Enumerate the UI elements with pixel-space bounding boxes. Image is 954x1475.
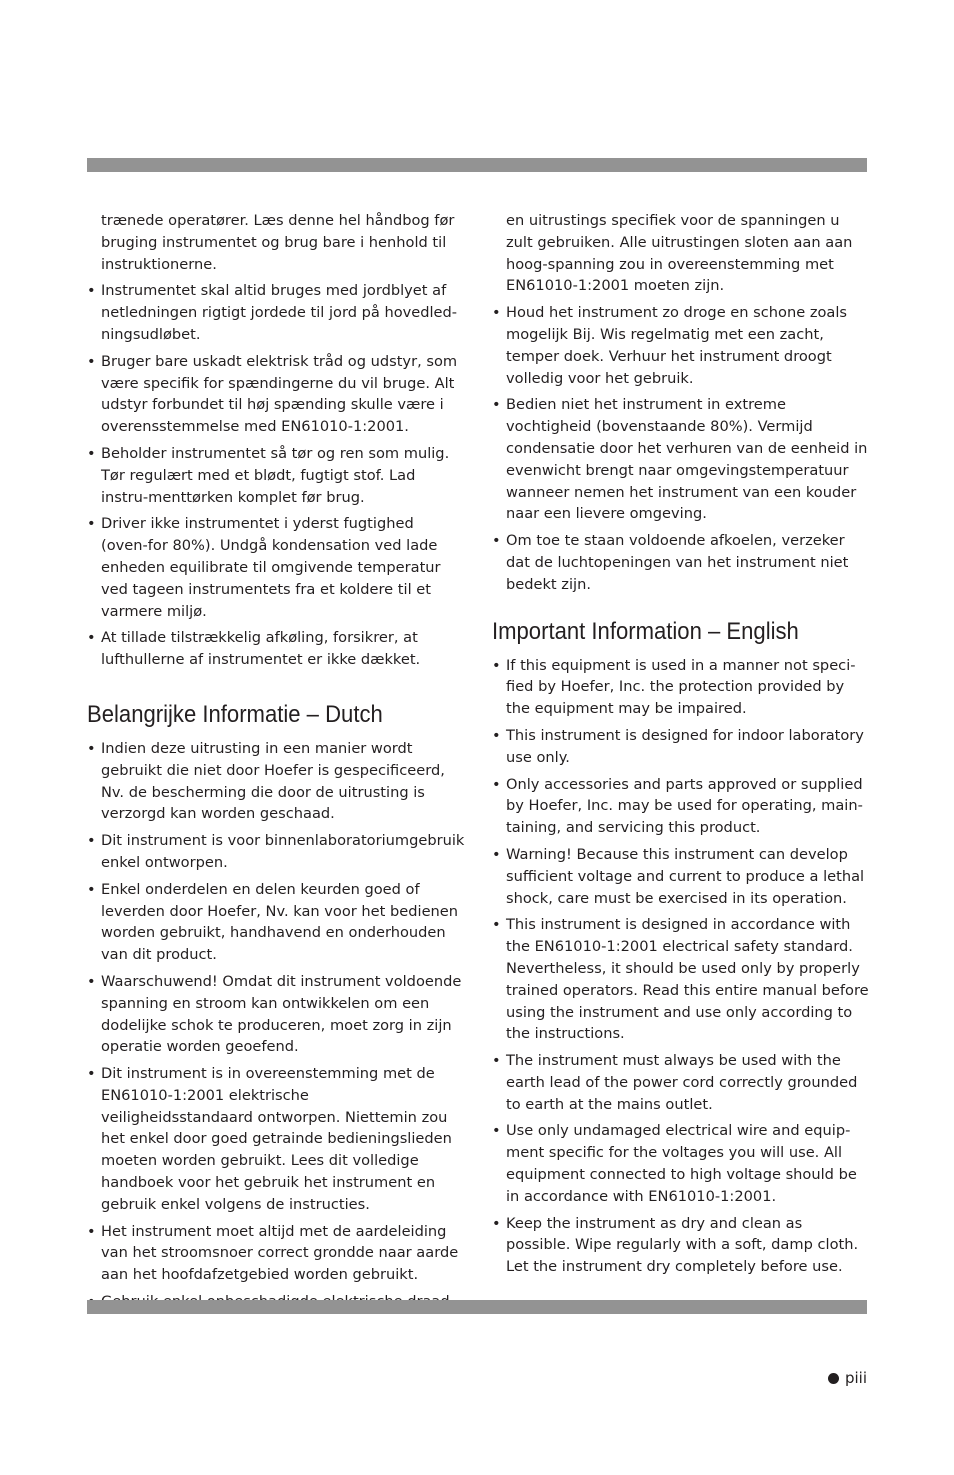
- list-item: • Instrumentet skal altid bruges med jordblyet af netledningen rigtigt jordede til jord på hovedled-ningsudløbet.: [87, 282, 458, 343]
- list-item: • The instrument must always be used with the earth lead of the power cord correctly grounded to earth at the mains outlet.: [492, 1052, 858, 1113]
- list-item: • Dit instrument is voor binnenlaboratoriumgebruik enkel ontworpen.: [87, 832, 465, 871]
- bottom-rule-bar: [87, 1300, 867, 1314]
- dutch-section-heading: Belangrijke Informatie – Dutch: [87, 700, 383, 728]
- list-item: • Waarschuwend! Omdat dit instrument voldoende spanning en stroom kan ontwikkelen om een dodelijke schok te produceren, moet zorg in zijn operatie worden geoefend.: [87, 972, 462, 1056]
- list-item: • Bedien niet het instrument in extreme vochtigheid (bovenstaande 80%). Vermijd condensatie door het verhuren van de eenheid in evenwicht brengt naar omgevingstemperatuur wanneer nemen het instrument van een kouder naar een lievere omgeving.: [492, 396, 868, 523]
- list-item: • Houd het instrument zo droge en schone zoals mogelijk Bij. Wis regelmatig met een zacht, temper doek. Verhuur het instrument droogt volledig voor het gebruik.: [492, 304, 848, 387]
- english-section-heading: Important Information – English: [492, 617, 799, 645]
- right-column: [492, 210, 870, 1283]
- left-column: [87, 210, 465, 1318]
- list-item: • Only accessories and parts approved or supplied by Hoefer, Inc. may be used for operating, main-taining, and servicing this product.: [492, 775, 863, 837]
- page-number-label: piii: [844, 1369, 867, 1387]
- bullet-icon: [828, 1373, 839, 1384]
- list-item: • Bruger bare uskadt elektrisk tråd og udstyr, som være specifik for spændingerne du vil bruge. Alt udstyr forbundet til høj spænding skulle være i overensstemmelse med EN61010-1:2001.: [87, 352, 458, 436]
- list-item: • This instrument is designed for indoor laboratory use only.: [492, 726, 864, 766]
- list-item: • Dit instrument is in overeenstemming met de EN61010-1:2001 elektrische veiligheidsstandaard ontworpen. Niettemin zou het enkel door goed getrainde bedieningslieden moeten worden gebruikt. Lees dit volledige handboek voor het gebruik het instrument en gebruik enkel volgens de instructies.: [87, 1065, 452, 1213]
- danish-list: [87, 280, 465, 671]
- dutch-list-continued: [492, 302, 870, 595]
- list-item: • Beholder instrumentet så tør og ren som mulig. Tør regulært med et blødt, fugtigt stof. Lad instru-menttørken komplet før brug.: [87, 444, 450, 506]
- list-item: • Driver ikke instrumentet i yderst fugtighed (oven-for 80%). Undgå kondensation ved lade enheden equilibrate til omgivende temperatur ved tageen instrumentets fra et koldere til et varmere miljø.: [87, 515, 441, 620]
- list-item: • Om toe te staan voldoende afkoelen, verzeker dat de luchtopeningen van het instrument niet bedekt zijn.: [492, 532, 849, 593]
- dutch-list: [87, 738, 465, 1313]
- list-item: • Het instrument moet altijd met de aardeleiding van het stroomsnoer correct grondde naar aarde aan het hoofdafzetgebied worden gebruikt.: [87, 1222, 459, 1284]
- danish-continued-text: trænede operatører. Læs denne hel håndbog før bruging instrumentet og brug bare i henhold til instruktionerne.: [101, 212, 455, 273]
- list-item: • Keep the instrument as dry and clean as possible. Wipe regularly with a soft, damp cloth. Let the instrument dry completely before use.: [492, 1214, 859, 1276]
- list-item: • This instrument is designed in accordance with the EN61010-1:2001 electrical safety standard. Nevertheless, it should be used only by properly trained operators. Read this entire manual before using the instrument and use only according to the instructions.: [492, 916, 869, 1043]
- list-item: • Indien deze uitrusting in een manier wordt gebruikt die niet door Hoefer is gespecificeerd, Nv. de bescherming die door de uitrusting is verzorgd kan worden geschaad.: [87, 739, 445, 823]
- list-item: • If this equipment is used in a manner not speci-fied by Hoefer, Inc. the protection provided by the equipment may be impaired.: [492, 656, 856, 718]
- page-number: [828, 1368, 867, 1388]
- top-rule-bar: [87, 158, 867, 172]
- list-item: • Enkel onderdelen en delen keurden goed of leverden door Hoefer, Nv. kan voor het bedienen worden gebruikt, handhavend en onderhouden van dit product.: [87, 880, 459, 964]
- list-item: • At tillade tilstrækkelig afkøling, forsikrer, at lufthullerne af instrumentet er ikke dækket.: [87, 629, 421, 669]
- english-list: [492, 655, 870, 1279]
- list-item: • Warning! Because this instrument can develop sufficient voltage and current to produce a lethal shock, care must be exercised in its operation.: [492, 845, 865, 907]
- list-item: • Use only undamaged electrical wire and equip-ment specific for the voltages you will use. All equipment connected to high voltage should be in accordance with EN61010-1:2001.: [492, 1122, 857, 1205]
- dutch-continued-text: en uitrustings specifiek voor de spanningen u zult gebruiken. Alle uitrustingen sloten aan aan hoog-spanning zou in overeenstemming met EN61010-1:2001 moeten zijn.: [506, 212, 853, 295]
